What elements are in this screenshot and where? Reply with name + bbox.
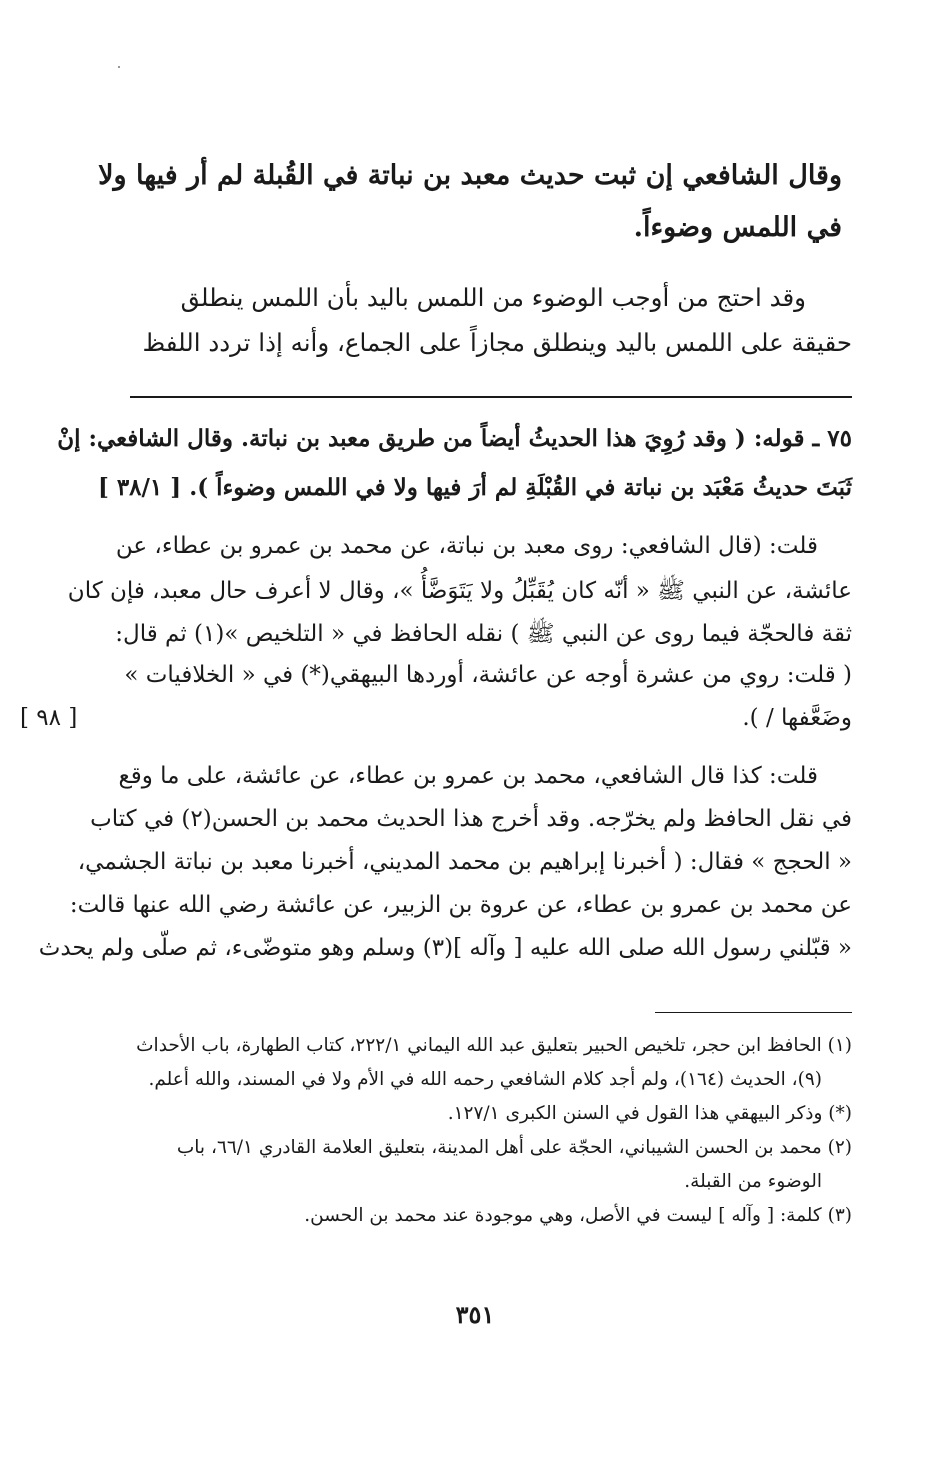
scan-speck: [118, 66, 120, 68]
margin-page-reference: [ ٩٨ ]: [20, 705, 78, 731]
text-line: ٧٥ ـ قوله: ( وقد رُوِيَ هذا الحديثُ أيضاً من طريق معبد بن نباتة. وقال الشافعي: إنْ: [57, 425, 852, 452]
text-line: في اللمس وضوءاً.: [633, 212, 842, 243]
text-line: « قبّلني رسول الله صلى الله عليه [ وآله ](٣) وسلم وهو متوضّىء، ثم صلّى ولم يحدث: [38, 935, 852, 961]
footnote-line: (٩)، الحديث (١٦٤)، ولم أجد كلام الشافعي رحمه الله في الأم ولا في المسند، والله أعلم.: [148, 1069, 822, 1090]
text-line: في نقل الحافظ ولم يخرّجه. وقد أخرج هذا الحديث محمد بن الحسن(٢) في كتاب: [90, 806, 852, 832]
text-line: وضَعَّفها / ).: [742, 705, 852, 731]
footnote-line: (١) الحافظ ابن حجر، تلخيص الحبير بتعليق عبد الله اليماني ٢٢٢/١، كتاب الطهارة، باب الأحداث: [136, 1035, 852, 1056]
text-line: ( قلت: روي من عشرة أوجه عن عائشة، أوردها البيهقي(*) في « الخلافيات »: [124, 662, 852, 688]
footnote-line: الوضوء من القبلة.: [684, 1171, 822, 1192]
footnote-line: (٣) كلمة: [ وآله ] ليست في الأصل، وهي موجودة عند محمد بن الحسن.: [304, 1205, 852, 1226]
text-line: ثقة فالحجّة فيما روى عن النبي ﷺ ) نقله الحافظ في « التلخيص »(١) ثم قال:: [115, 621, 852, 647]
text-line: وقال الشافعي إن ثبت حديث معبد بن نباتة في القُبلة لم أر فيها ولا: [98, 160, 842, 191]
text-line: حقيقة على اللمس باليد وينطلق مجازاً على الجماع، وأنه إذا تردد اللفظ: [142, 328, 852, 357]
page-number: ٣٥١: [455, 1300, 495, 1329]
footnote-line: (*) وذكر البيهقي هذا القول في السنن الكبرى ١٢٧/١.: [447, 1103, 852, 1124]
text-line: عائشة، عن النبي ﷺ « أنّه كان يُقَبِّلُ ولا يَتَوَضَّأُ »، وقال لا أعرف حال معبد، فإن كان: [67, 578, 852, 604]
text-line: « الحجج » فقال: ( أخبرنا إبراهيم بن محمد المديني، أخبرنا معبد بن نباتة الجشمي،: [77, 849, 852, 875]
text-line: وقد احتج من أوجب الوضوء من اللمس باليد بأن اللمس ينطلق: [180, 283, 806, 312]
section-divider: [130, 396, 852, 398]
text-line: قلت: كذا قال الشافعي، محمد بن عمرو بن عطاء، عن عائشة، على ما وقع: [118, 763, 818, 789]
text-line: عن محمد بن عمرو بن عطاء، عن عروة بن الزبير، عن عائشة رضي الله عنها قالت:: [69, 892, 852, 918]
footnote-divider: [655, 1012, 852, 1013]
text-line: قلت: (قال الشافعي: روى معبد بن نباتة، عن محمد بن عمرو بن عطاء، عن: [115, 533, 818, 559]
footnote-line: (٢) محمد بن الحسن الشيباني، الحجّة على أهل المدينة، بتعليق العلامة القادري ٦٦/١، باب: [176, 1137, 852, 1158]
text-line: ثَبَتَ حديثُ مَعْبَد بن نباتة في القُبْلَةِ لم أرَ فيها ولا في اللمس وضوءاً ). [ ٣٨/١ ]: [97, 474, 852, 501]
